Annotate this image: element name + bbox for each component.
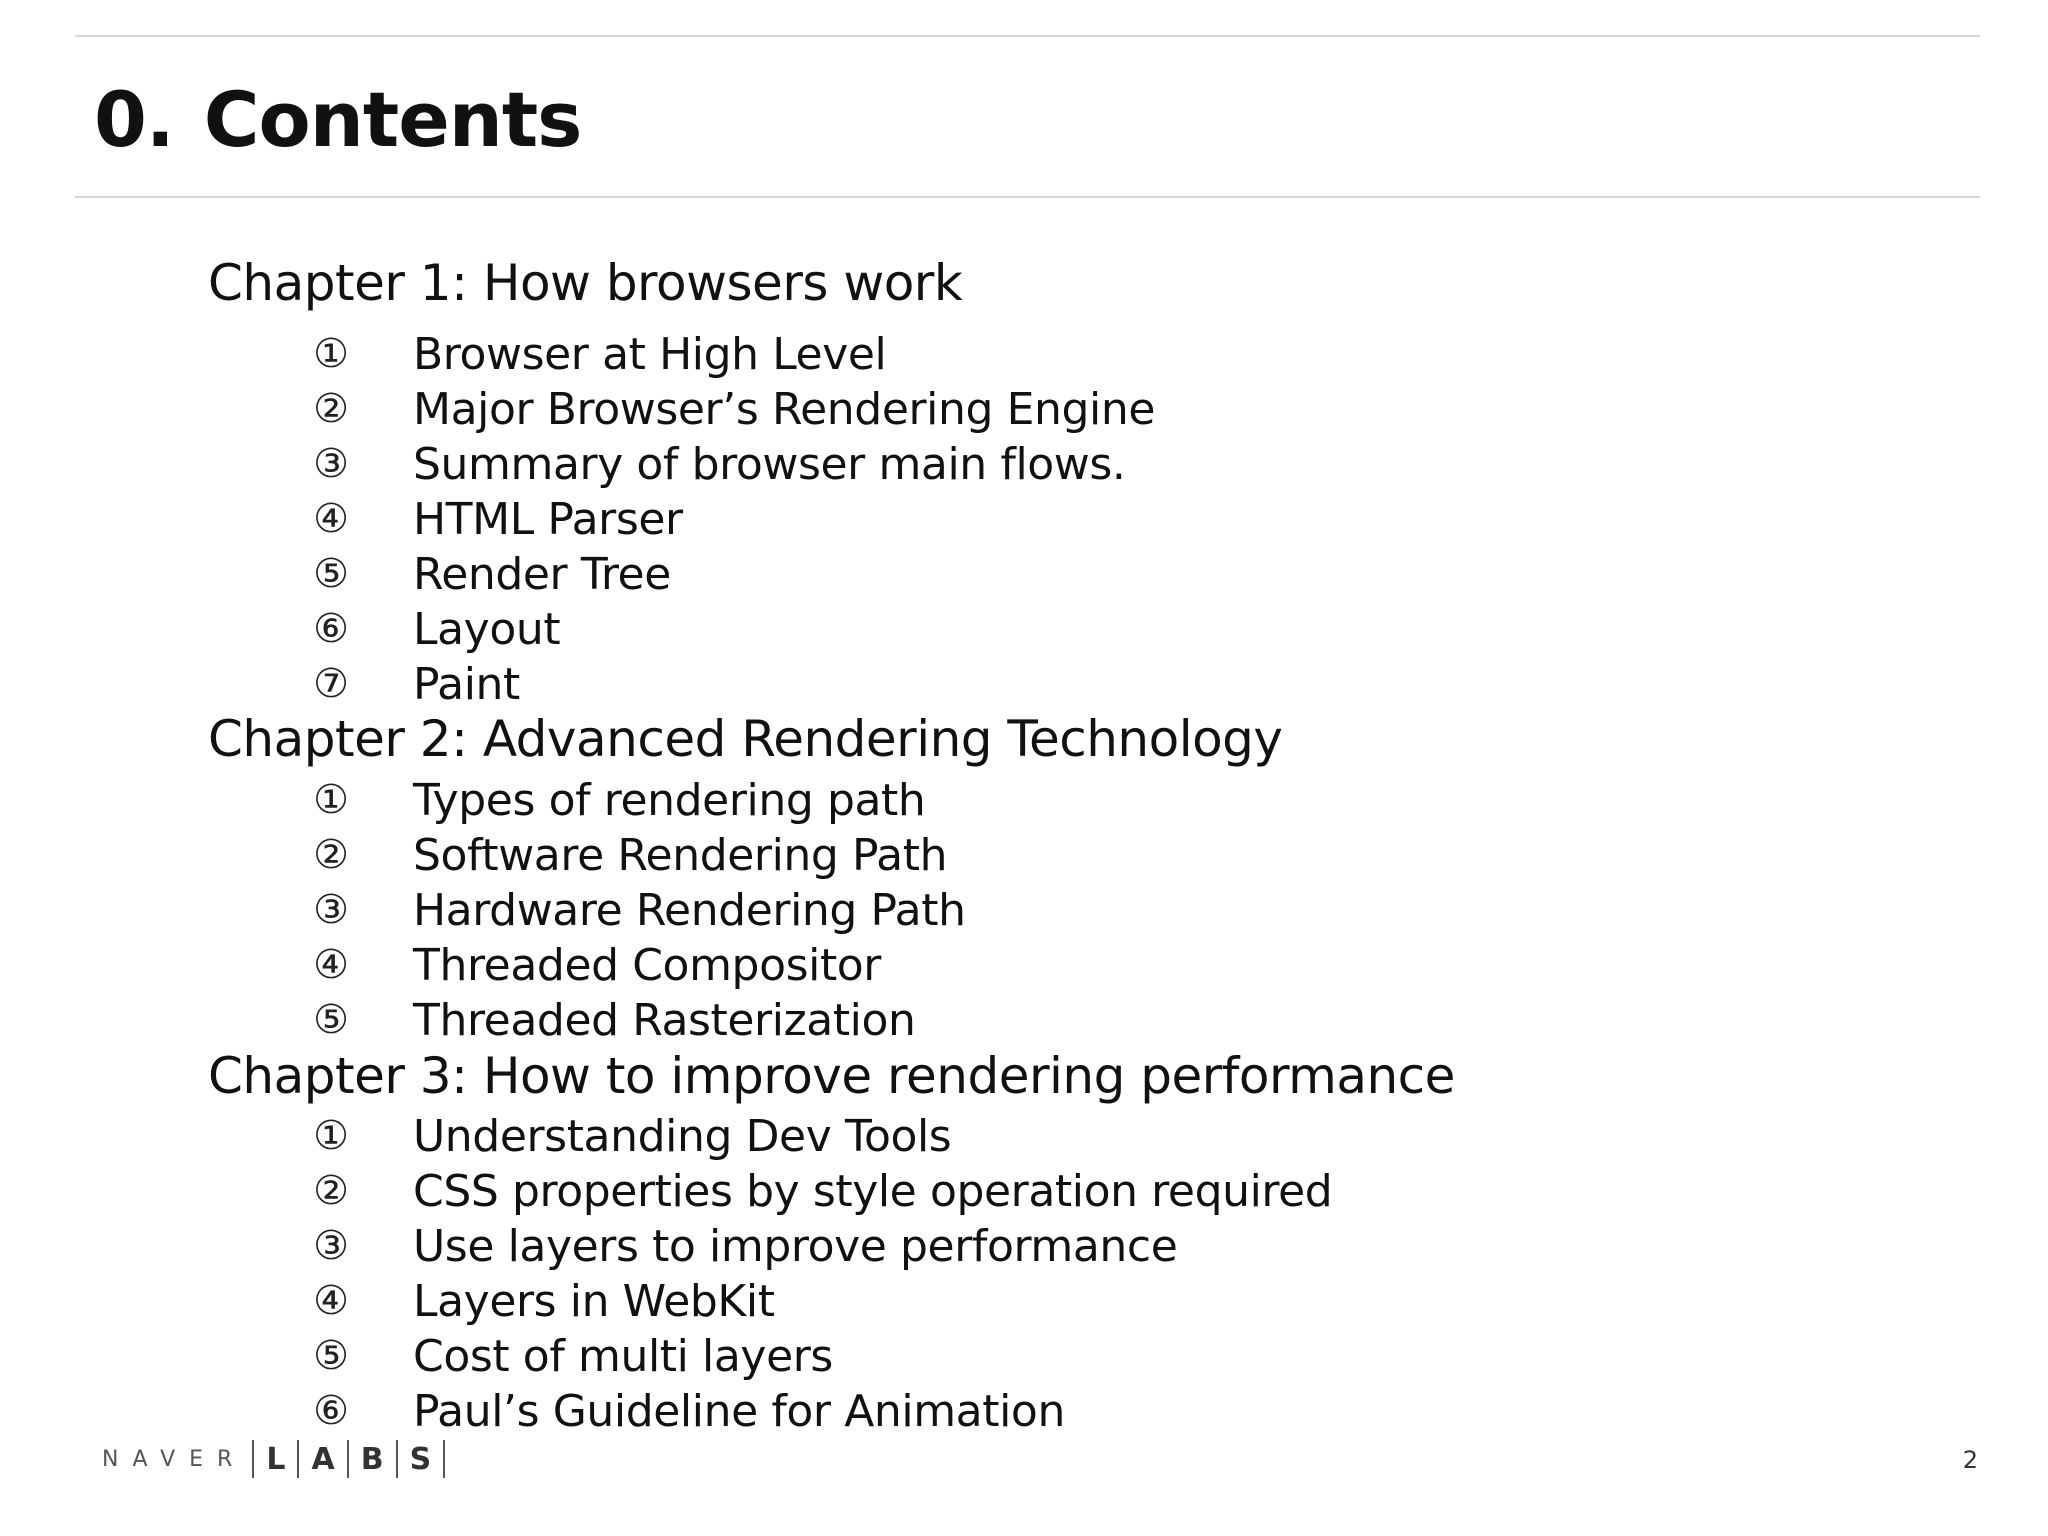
toc-item-label: Cost of multi layers (413, 1331, 833, 1382)
toc-item-label: Render Tree (413, 549, 671, 600)
logo-separator (396, 1440, 398, 1478)
item-number-marker: ⑦ (313, 661, 349, 707)
slide-title-number: 0. (94, 75, 174, 164)
item-number-marker: ⑤ (313, 997, 349, 1043)
toc-item-label: Paul’s Guideline for Animation (413, 1386, 1065, 1437)
toc-item-label: Threaded Compositor (413, 940, 881, 991)
toc-item-label: HTML Parser (413, 494, 683, 545)
item-number-marker: ⑤ (313, 551, 349, 597)
chapter-2-heading: Chapter 2: Advanced Rendering Technology (208, 710, 1283, 768)
logo-separator (347, 1440, 349, 1478)
naver-labs-logo (102, 1438, 451, 1480)
toc-item-label: Summary of browser main flows. (413, 439, 1126, 490)
item-number-marker: ⑥ (313, 606, 349, 652)
toc-item-label: Layout (413, 604, 561, 655)
item-number-marker: ④ (313, 496, 349, 542)
logo-labs-letter: B (360, 1441, 384, 1477)
top-divider (75, 35, 1980, 37)
item-number-marker: ⑤ (313, 1333, 349, 1379)
logo-separator (443, 1440, 445, 1478)
item-number-marker: ③ (313, 441, 349, 487)
logo-separator (252, 1440, 254, 1478)
item-number-marker: ③ (313, 887, 349, 933)
toc-item-label: Understanding Dev Tools (413, 1111, 952, 1162)
chapter-1-heading: Chapter 1: How browsers work (208, 254, 963, 312)
page-number: 2 (1962, 1446, 1978, 1474)
toc-item-label: CSS properties by style operation required (413, 1166, 1333, 1217)
item-number-marker: ② (313, 1168, 349, 1214)
title-divider (75, 196, 1980, 198)
toc-item-label: Hardware Rendering Path (413, 885, 966, 936)
slide-title-text: Contents (203, 75, 582, 164)
toc-item-label: Major Browser’s Rendering Engine (413, 384, 1156, 435)
logo-labs-letter: L (266, 1441, 286, 1477)
toc-item-label: Use layers to improve performance (413, 1221, 1178, 1272)
item-number-marker: ④ (313, 942, 349, 988)
item-number-marker: ② (313, 832, 349, 878)
chapter-3-heading: Chapter 3: How to improve rendering performance (208, 1047, 1455, 1105)
item-number-marker: ① (313, 331, 349, 377)
item-number-marker: ⑥ (313, 1388, 349, 1434)
toc-item-label: Software Rendering Path (413, 830, 948, 881)
toc-item-label: Types of rendering path (413, 775, 926, 826)
item-number-marker: ① (313, 1113, 349, 1159)
toc-item-label: Browser at High Level (413, 329, 887, 380)
item-number-marker: ② (313, 386, 349, 432)
logo-labs-letter: S (409, 1441, 432, 1477)
logo-labs-letter: A (311, 1441, 335, 1477)
toc-item-label: Threaded Rasterization (413, 995, 916, 1046)
toc-item-label: Layers in WebKit (413, 1276, 775, 1327)
item-number-marker: ④ (313, 1278, 349, 1324)
logo-separator (297, 1440, 299, 1478)
item-number-marker: ① (313, 777, 349, 823)
logo-naver-text: NAVER (102, 1446, 247, 1472)
item-number-marker: ③ (313, 1223, 349, 1269)
toc-item-label: Paint (413, 659, 520, 710)
slide-title (94, 70, 581, 170)
